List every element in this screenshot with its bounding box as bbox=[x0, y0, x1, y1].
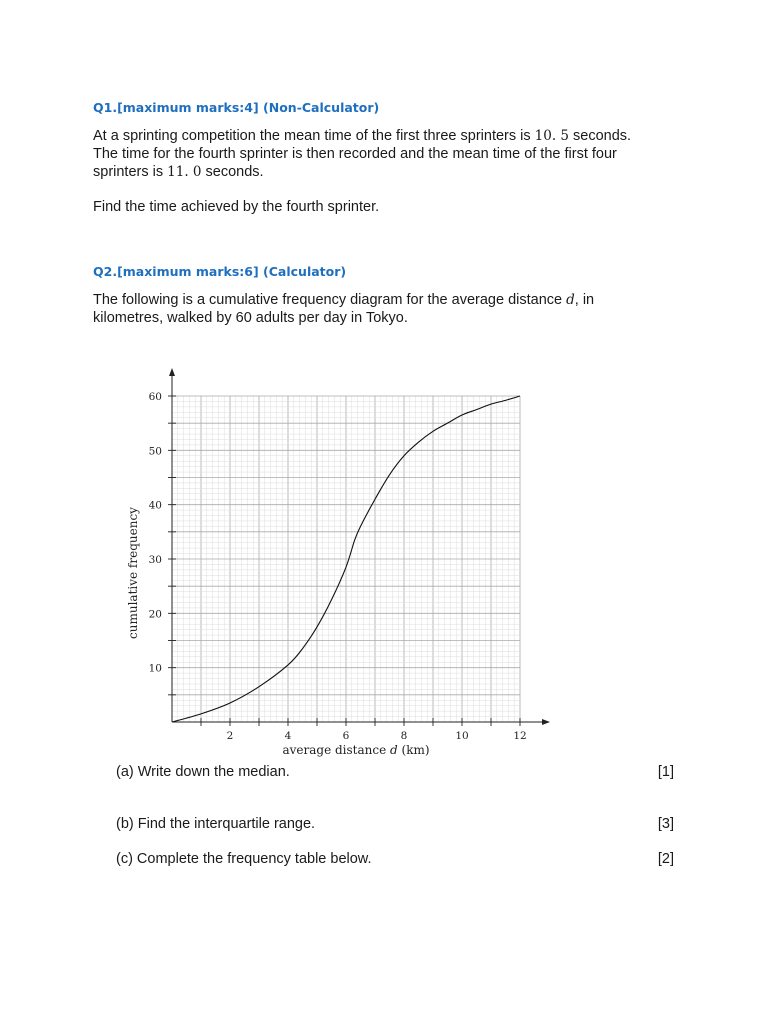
q2-part-a-text: (a) Write down the median. bbox=[116, 764, 290, 780]
q2-intro bbox=[93, 291, 693, 327]
y-axis-arrow bbox=[169, 368, 175, 376]
q1-question: Find the time achieved by the fourth sprinter. bbox=[93, 199, 380, 215]
y-tick-label: 30 bbox=[148, 554, 162, 566]
x-axis-label-unit: (km) bbox=[397, 743, 430, 757]
x-axis-arrow bbox=[542, 719, 550, 725]
q1-text bbox=[93, 127, 693, 181]
q1-mean-three: 10. 5 bbox=[534, 128, 570, 144]
q2-intro-var: d bbox=[566, 292, 575, 308]
x-tick-label: 6 bbox=[342, 730, 350, 742]
q1-line-2: The time for the fourth sprinter is then recorded and the mean time of the first four bbox=[93, 146, 617, 162]
q1-line-3-b: seconds. bbox=[201, 164, 264, 180]
x-axis-label-text: average distance bbox=[282, 743, 391, 757]
q2-part-c-marks: [2] bbox=[657, 851, 674, 867]
q1-line-1-a: At a sprinting competition the mean time of the first three sprinters is bbox=[93, 128, 535, 144]
x-tick-label: 4 bbox=[284, 730, 292, 742]
x-tick-label: 12 bbox=[513, 730, 527, 742]
q2-intro-line-1 bbox=[93, 291, 693, 309]
q2-part-a bbox=[116, 763, 674, 781]
y-tick-label: 10 bbox=[148, 662, 162, 675]
q2-intro-line-2: kilometres, walked by 60 adults per day in Tokyo. bbox=[93, 310, 408, 326]
x-tick-label: 8 bbox=[400, 730, 408, 742]
q2-intro-b: , in bbox=[574, 292, 595, 308]
q1-line-3 bbox=[93, 163, 693, 181]
q1-line-1 bbox=[93, 127, 693, 145]
x-tick-label: 2 bbox=[226, 730, 234, 742]
cumulative-frequency-chart bbox=[120, 362, 560, 762]
q1-heading: Q1.[maximum marks:4] (Non-Calculator) bbox=[93, 100, 380, 115]
q2-intro-a: The following is a cumulative frequency diagram for the average distance bbox=[93, 292, 567, 308]
y-tick-label: 40 bbox=[148, 499, 162, 512]
q2-heading: Q2.[maximum marks:6] (Calculator) bbox=[93, 264, 347, 279]
q2-part-c bbox=[116, 850, 674, 868]
q2-part-a-marks: [1] bbox=[657, 764, 674, 780]
x-axis-label-var: d bbox=[390, 743, 398, 757]
x-tick-label: 10 bbox=[455, 730, 469, 742]
y-tick-label: 60 bbox=[148, 391, 162, 403]
q2-part-b-text: (b) Find the interquartile range. bbox=[116, 816, 316, 832]
q2-part-b-marks: [3] bbox=[657, 816, 674, 832]
y-axis-label: cumulative frequency bbox=[126, 507, 140, 639]
x-axis-label bbox=[282, 743, 429, 757]
y-tick-label: 20 bbox=[148, 608, 162, 621]
q2-part-c-text: (c) Complete the frequency table below. bbox=[116, 851, 372, 867]
y-tick-label: 50 bbox=[148, 445, 162, 458]
q1-mean-four: 11. 0 bbox=[167, 164, 202, 180]
q2-part-b bbox=[116, 815, 674, 833]
q1-line-3-a: sprinters is bbox=[93, 164, 168, 180]
q1-line-1-b: seconds. bbox=[569, 128, 632, 144]
